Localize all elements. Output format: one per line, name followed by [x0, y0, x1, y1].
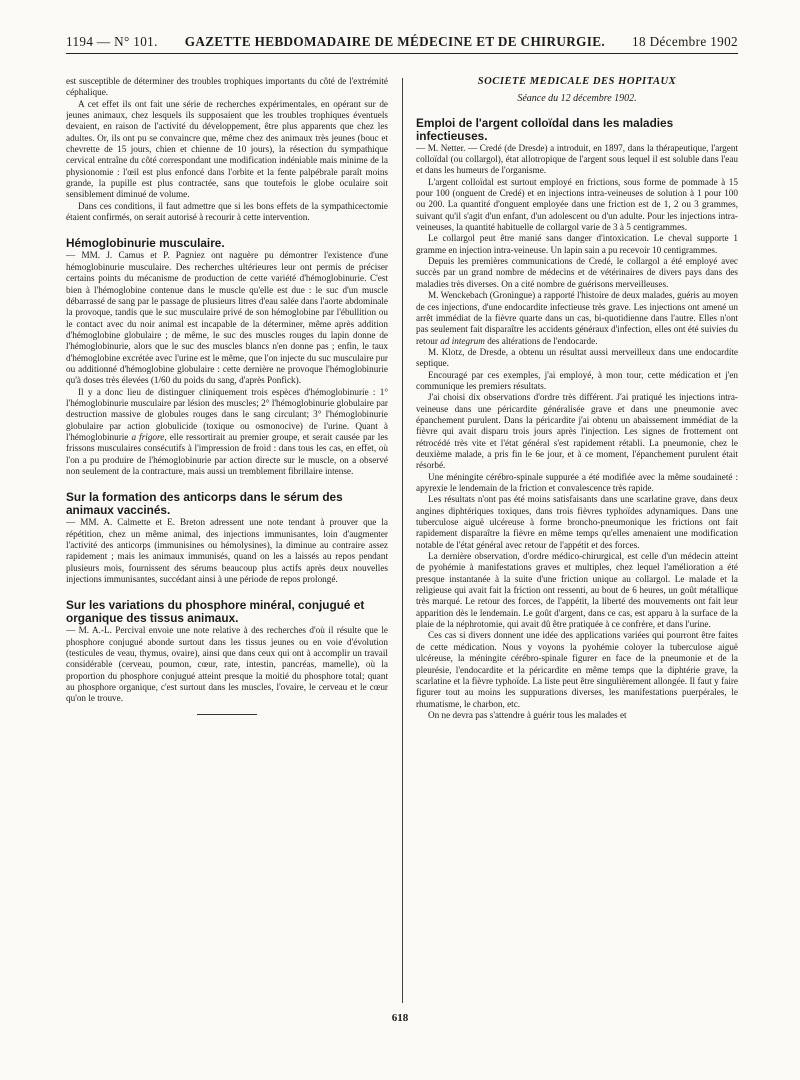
- section-phosphore: [66, 599, 388, 704]
- session-date: Séance du 12 décembre 1902.: [517, 93, 637, 105]
- section-title: Sur la formation des anticorps dans le sérum des animaux vaccinés.: [66, 490, 343, 518]
- section-title: Emploi de l'argent colloïdal dans les maladies infectieuses.: [416, 115, 674, 143]
- issue-date: 18 Décembre 1902: [632, 34, 738, 49]
- section-title: Sur les variations du phosphore minéral, conjugué et organique des tissus animaux.: [66, 598, 365, 626]
- italic-run: ad integrum: [440, 335, 485, 346]
- folio-number: 618: [391, 1012, 409, 1024]
- section-lead: — MM. J. Camus et P. Pagniez ont naguère pu démontrer l'existence d'une hémoglobinurie musculaire. Des recherches ultérieures leur ont permis de préciser certains points du mécanisme de production de cette variété d'hémoglobinurie. C'est bien à l'hémoglobine contenue dans le muscle qu'elle est due : le suc d'un muscle débarrassé de sang par le passage de plusieurs litres d'eau salée dans l'aorte abdominale la provoque, tandis que le suc musculaire privé de son hémoglobine par l'ébullition ou le contact avec du noir animal est incapable de la déterminer, même après addition d'hémoglobine globulaire ; de même, le suc des muscles rouges du lapin donne de l'hémoglobinurie, alors que le suc des muscles blancs n'en donne pas ; enfin, le taux d'hémoglobine excrétée avec l'urine est le même, que l'on injecte du suc musculaire pur ou additionné d'hémoglobine globulaire : cette dernière ne provoque l'hémoglobinurie qu'à doses très élevées (1/60 du poids du sang, d'après Ponfick).: [66, 250, 388, 386]
- paragraph: Une méningite cérébro-spinale suppurée a été modifiée avec la même soudaineté : apyrexie le lendemain de la friction et convalescence très rapide.: [416, 471, 738, 493]
- left-column: [66, 76, 388, 1006]
- right-column: [416, 76, 738, 1006]
- paragraph: Dans ces conditions, il faut admettre que si les bons effets de la sympathicectomie étaient confirmés, on serait autorisé à recourir à cette intervention.: [66, 200, 388, 223]
- paragraph: M. Klotz, de Dresde, a obtenu un résultat aussi merveilleux dans une endocardite septique.: [416, 346, 738, 369]
- section-title: Hémoglobinurie musculaire.: [66, 236, 225, 251]
- paragraph: [66, 387, 388, 478]
- section-lead: — M. Netter. — Credé (de Dresde) a introduit, en 1897, dans la thérapeutique, l'argent colloïdal (ou collargol), état allotropique de l'argent sous lequel il est soluble dans l'eau et dans les humeurs de l'organisme.: [416, 142, 738, 176]
- paragraph: [416, 290, 738, 347]
- paragraph: La dernière observation, d'ordre médico-chirurgical, est celle d'un médecin atteint de pyohémie à manifestations graves et multiples, chez lequel l'amélioration a été presque instantanée à la suite d'une friction unique au collargol. Le malade et la religieuse qui avait fait la friction ont ressenti, au bout de 6 heures, un goût métallique très marqué. Le retour des forces, de l'appétit, la liberté des mouvements ont fait leur apparition dès le lendemain. Le goût d'argent, dans ce cas, est apparu à la surface de la plaie de la néphrotomie, qui avait dû être pratiquée à ce confrère, et dans l'urine.: [416, 551, 738, 630]
- section-argent-colloidal: [416, 117, 738, 177]
- text-run: , elle ressortirait au premier groupe, et serait causée par les frissons musculaires consécutifs à l'impression de froid : dans tous les cas, en effet, où l'on a pu produire de l'hémoglobinurie par action directe sur le muscle, on a observé non seulement de la contracture, mais aussi un tremblement fibrillaire intense.: [66, 431, 388, 476]
- italic-run: a frigore: [131, 431, 165, 442]
- running-header: [66, 34, 738, 54]
- paragraph: Le collargol peut être manié sans danger d'intoxication. Le cheval supporte 1 gramme en injection intra-veineuse. Un lapin sain a pu recevoir 10 centigrammes.: [416, 233, 738, 255]
- paragraph: Depuis les premières communications de Credé, le collargol a été employé avec succès par un grand nombre de médecins et de vétérinaires de divers pays dans des maladies très diverses. On a cité nombre de guérisons merveilleuses.: [416, 256, 738, 289]
- paragraph: A cet effet ils ont fait une série de recherches expérimentales, en opérant sur de jeunes animaux, chez lesquels ils supposaient que les troubles trophiques éventuels devaient, en raison de l'activité du développement, être plus apparents que chez les adultes. Or, ils ont pu se convaincre que, même chez des animaux très jeunes (bouc et chevrette de 15 jours, chien et chienne de 10 jours), la résection du sympathique cervical entraîne du côté correspondant une modification indéniable mais minime de la physionomie : l'œil est plus enfoncé dans l'orbite et la fente palpébrale paraît moins grande, la pupille est plus contractée, sans que toutefois le globe oculaire soit sensiblement diminué de volume.: [66, 98, 388, 200]
- paragraph: On ne devra pas s'attendre à guérir tous les malades et: [428, 709, 627, 720]
- society-title: SOCIÉTÉ MÉDICALE DES HOPITAUX: [477, 76, 677, 87]
- paragraph: Encouragé par ces exemples, j'ai employé, à mon tour, cette médication et j'en communique les premiers résultats.: [416, 369, 738, 391]
- text-run: des altérations de l'endocarde.: [484, 335, 598, 346]
- paragraph: est susceptible de déterminer des troubles trophiques importants du côté de l'extrémité céphalique.: [66, 76, 388, 98]
- paragraph: Ces cas si divers donnent une idée des applications variées qui pourront être faites de cette médication. Nous y voyons la pyohémie coloyer la tuberculose aiguë ulcéreuse, la méningite cérébro-spinale figurer en face de la pneumonie et de la pleurésie, l'endocardite et la péricardite en même temps que la diphtérie grave, la scarlatine et la fièvre typhoïde. La liste peut être singulièrement allongée. Il faut y faire figurer tout au moins les suppurations diverses, les manifestations puerpérales, le rhumatisme, le charbon, etc.: [416, 630, 738, 709]
- paragraph: J'ai choisi dix observations d'ordre très différent. J'ai pratiqué les injections intra-veineuse dans une péricardite généralisée grave et dans une pneumonie avec épanchement purulent. Dans la péricardite j'ai obtenu un abaissement immédiat de la fièvre qui avait disparu trois jours après l'injection. Les signes de frottement ont rétrocédé très vite et l'état général s'est rapidement rétabli. La pneumonie, chez le deuxième malade, a pris fin le 6e jour, et à ce moment, l'épanchement purulent était résorbé.: [416, 392, 738, 471]
- journal-title: GAZETTE HEBDOMADAIRE DE MÉDECINE ET DE CHIRURGIE.: [184, 34, 606, 49]
- page-number: 1194 — N° 101.: [66, 34, 158, 49]
- paragraph: Les résultats n'ont pas été moins satisfaisants dans une scarlatine grave, dans deux angines diphtériques toxiques, dans trois fièvres typhoïdes adynamiques. Dans une tuberculose aiguë ulcéreuse à forme broncho-pneumonique les frictions ont fait rapidement disparaître la fièvre en même temps qu'elles amenaient une modification notable de l'état général avec retour de l'appétit et des forces.: [416, 494, 738, 550]
- section-hemoglobinurie: [66, 237, 388, 386]
- text-run: Il y a donc lieu de distinguer cliniquement trois espèces d'hémoglobinurie : 1° l'hémoglobinurie musculaire par lésion des muscles; 2° l'hémoglobinurie globulaire par destruction massive de globules rouges dans le sang circulant; 3° l'hémoglobinurie globulaire par action globulicide (toxique ou osmonocive) de l'urine. Quant à l'hémoglobinurie: [66, 386, 388, 442]
- section-lead: — M. A.-L. Percival envoie une note relative à des recherches d'où il résulte que le phosphore conjugué abonde surtout dans les tissus jeunes ou en voie d'évolution (testicules de veau, thymus, ovaire), ainsi que dans ceux qui ont à accomplir un travail considérable (cerveau, poumon, cœur, rate, intestin, pancréas, mamelle), où la proportion du phosphore conjugué atteint presque la moitié du phosphore total; quant au phosphore organique, c'est surtout dans les muscles, l'ovaire, le cerveau et le cœur qu'on le trouve.: [66, 625, 388, 704]
- column-divider: [402, 78, 403, 1003]
- section-anticorps: [66, 491, 388, 585]
- text-run: M. Wenckebach (Groningue) a rapporté l'histoire de deux malades, guéris au moyen de ces injections, d'une endocardite infectieuse très grave. Les injections ont amené un arrêt immédiat de la fièvre quarte dans un cas, bi-quotidienne dans l'autre. Elles n'ont pas seulement fait disparaître les accidents généraux d'infection, elles ont été suivies du retour: [416, 290, 738, 346]
- end-rule: [197, 714, 257, 715]
- paragraph: L'argent colloïdal est surtout employé en frictions, sous forme de pommade à 15 pour 100 (onguent de Credé) et en injections intra-veineuses de solution à 1 pour 100 ou 200. La quantité d'onguent employée dans une friction est de 1, 2 ou 3 grammes, suivant qu'il s'agit d'un enfant, d'un adolescent ou d'un adulte. Pour les injections intra-veineuses, la quantité habituelle de collargol varie de 3 à 5 centigrammes.: [416, 176, 738, 233]
- section-lead: — MM. A. Calmette et E. Breton adressent une note tendant à prouver que la répétition, chez un même animal, des injections immunisantes, loin d'augmenter l'activité des anticorps (immunisines ou hémolysines), la diminue au contraire assez rapidement ; mais les animaux immunisés, quand on les a laissés au repos pendant plusieurs mois, fournissent des sérums beaucoup plus actifs après deux nouvelles injections immunisantes, succédant ainsi à une période de repos prolongé.: [66, 517, 388, 585]
